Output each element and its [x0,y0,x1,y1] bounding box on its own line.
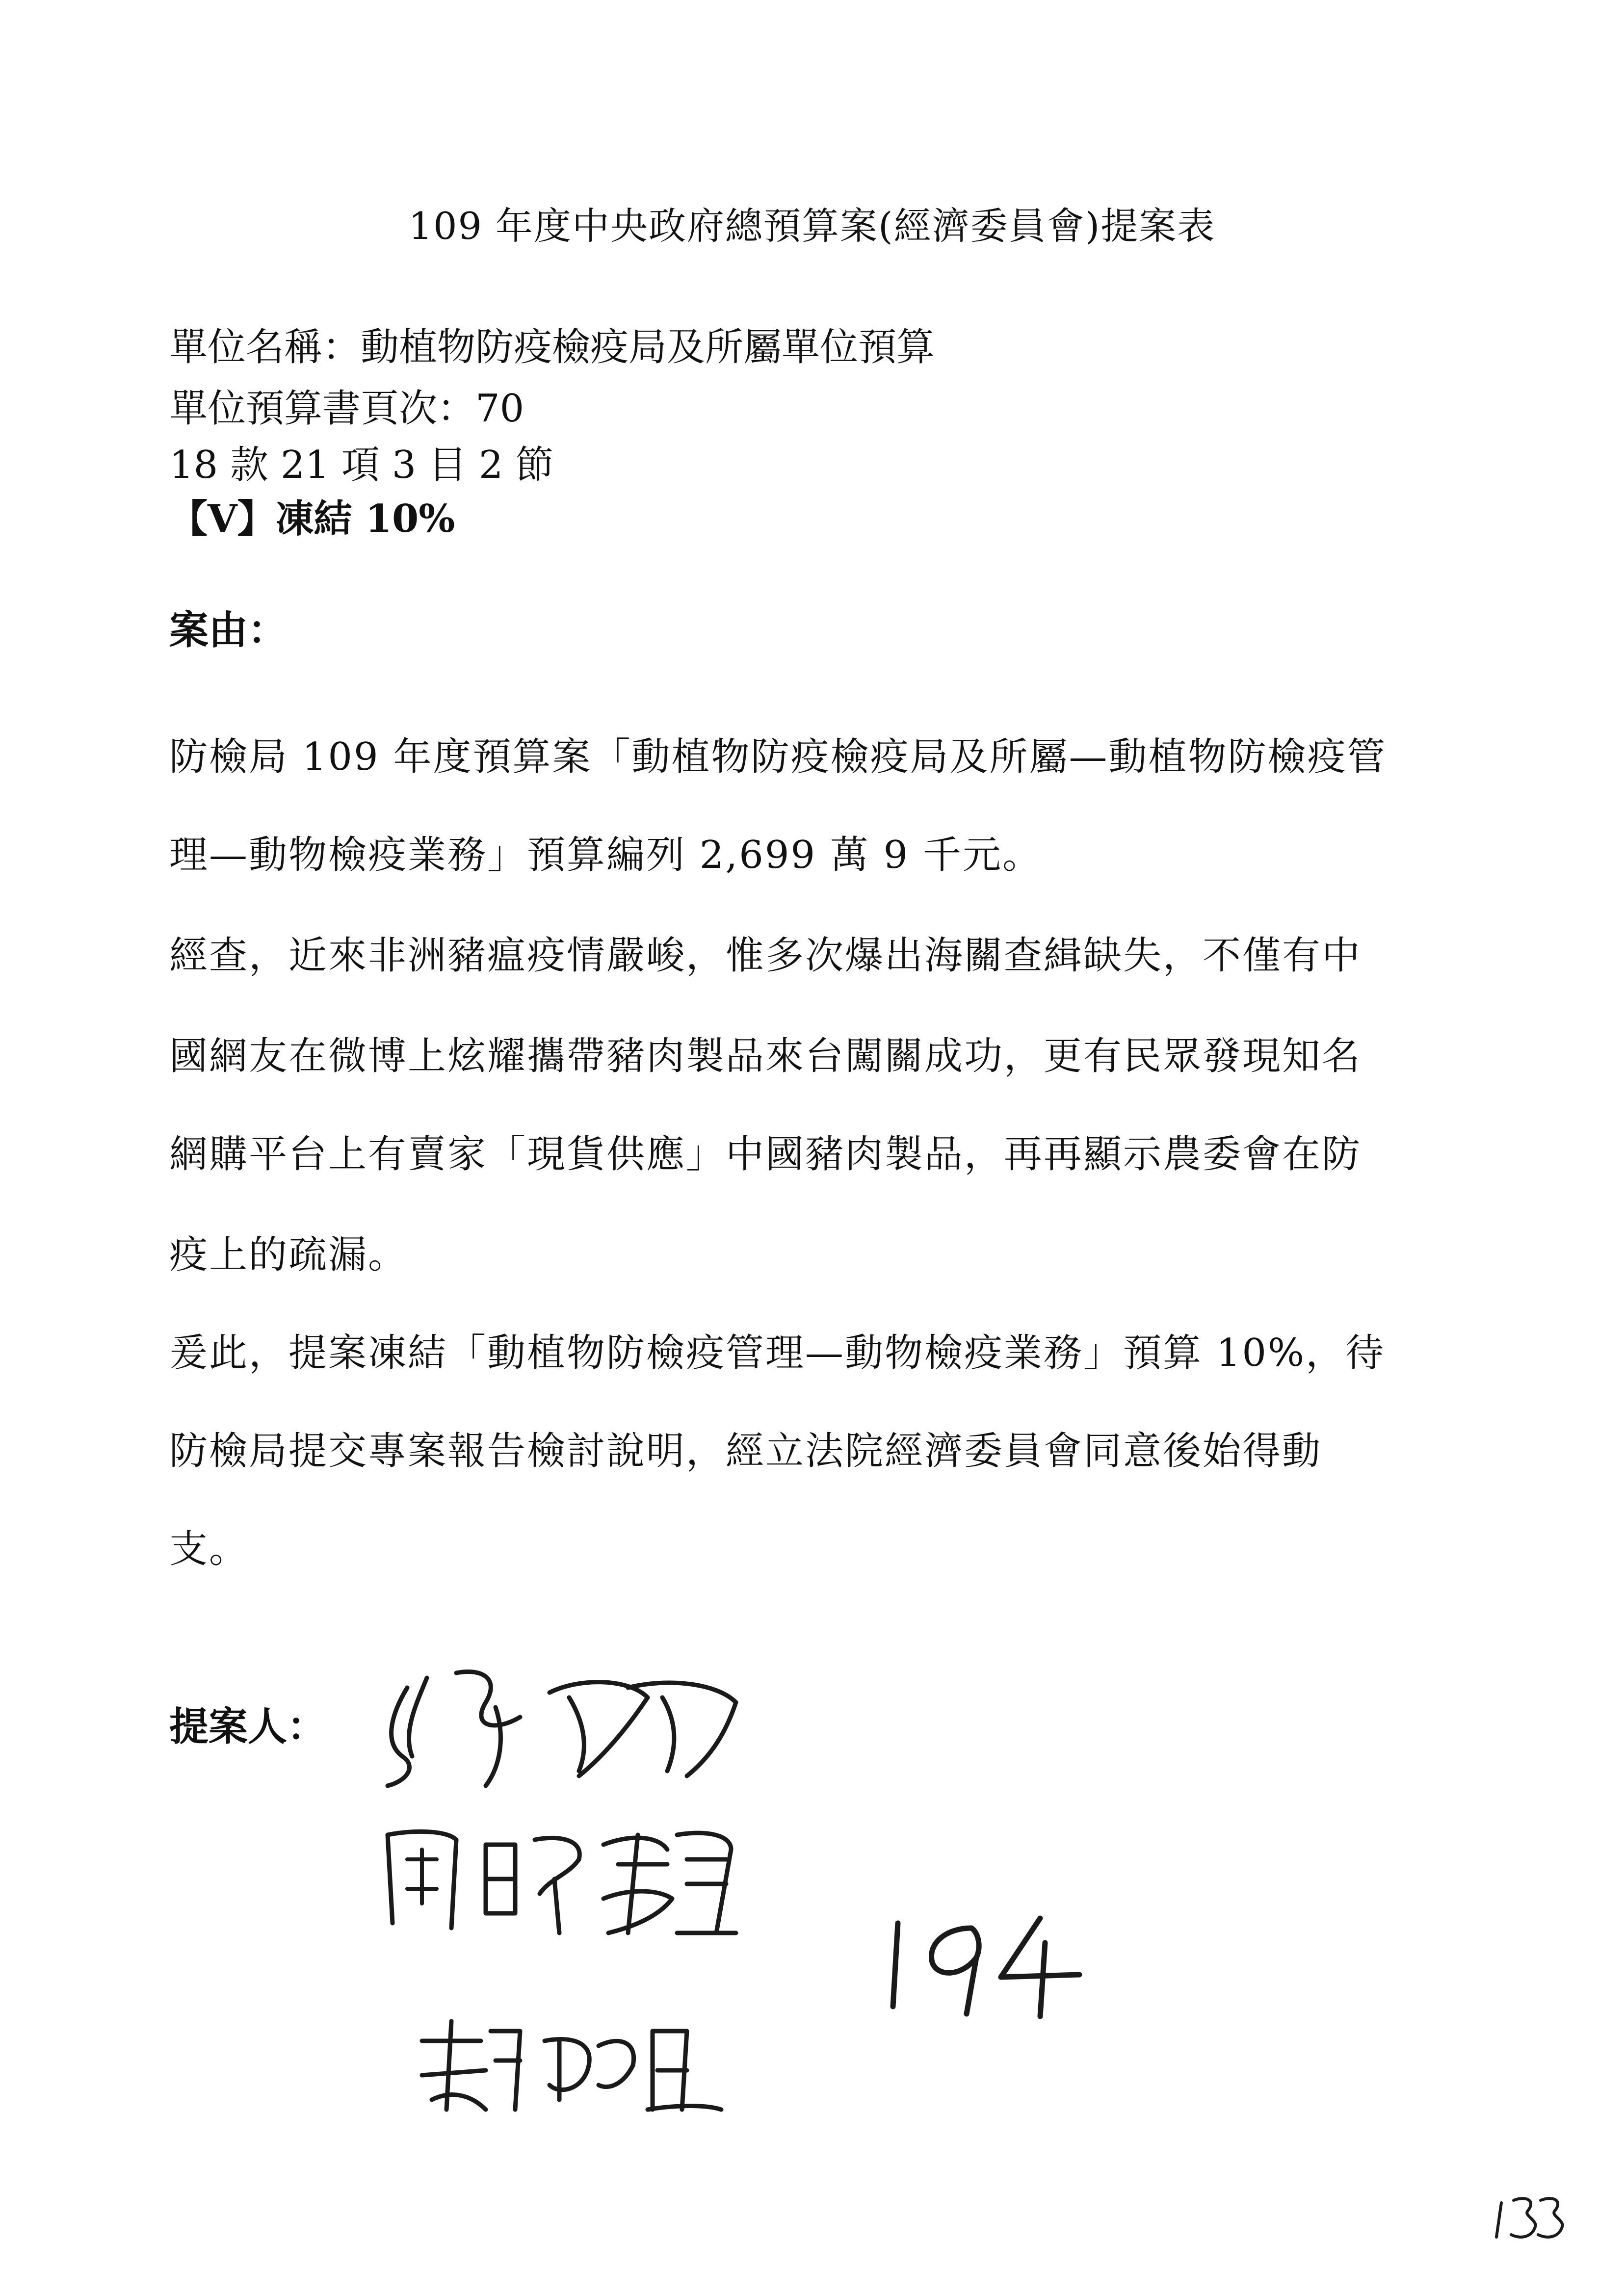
document-title: 109 年度中央政府總預算案(經濟委員會)提案表 [408,204,1216,248]
body-line: 防檢局提交專案報告檢討說明，經立法院經濟委員會同意後始得動 [169,1429,1322,1473]
body-line: 防檢局 109 年度預算案「動植物防疫檢疫局及所屬—動植物防檢疫管 [169,735,1387,779]
body-line: 爰此，提案凍結「動植物防檢疫管理—動物檢疫業務」預算 10%，待 [169,1331,1386,1375]
body-line: 理—動物檢疫業務」預算編列 2,699 萬 9 千元。 [169,833,1043,877]
action-line: 【V】凍結 10% [169,496,455,541]
item-line: 18 款 21 項 3 目 2 節 [169,443,554,487]
signature-1 [373,1658,765,1796]
handwritten-number [878,1904,1089,2021]
page-number [1492,2188,1570,2247]
reason-label: 案由： [169,607,287,653]
unit-page-line: 單位預算書頁次：70 [169,387,524,431]
body-line: 經查，近來非洲豬瘟疫情嚴峻，惟多次爆出海關查緝缺失，不僅有中 [169,934,1362,978]
body-line: 國網友在微博上炫耀攜帶豬肉製品來台闖關成功，更有民眾發現知名 [169,1034,1362,1078]
body-line: 疫上的疏漏。 [169,1233,408,1277]
signature-2 [373,1815,746,1943]
unit-name-line: 單位名稱：動植物防疫檢疫局及所屬單位預算 [169,325,935,369]
body-line: 支。 [169,1527,249,1571]
signature-3 [412,2011,726,2124]
proposer-label: 提案人： [169,1704,326,1749]
page-number-text: 133 [1492,2188,1493,2189]
body-line: 網購平台上有賣家「現貨供應」中國豬肉製品，再再顯示農委會在防 [169,1132,1362,1176]
